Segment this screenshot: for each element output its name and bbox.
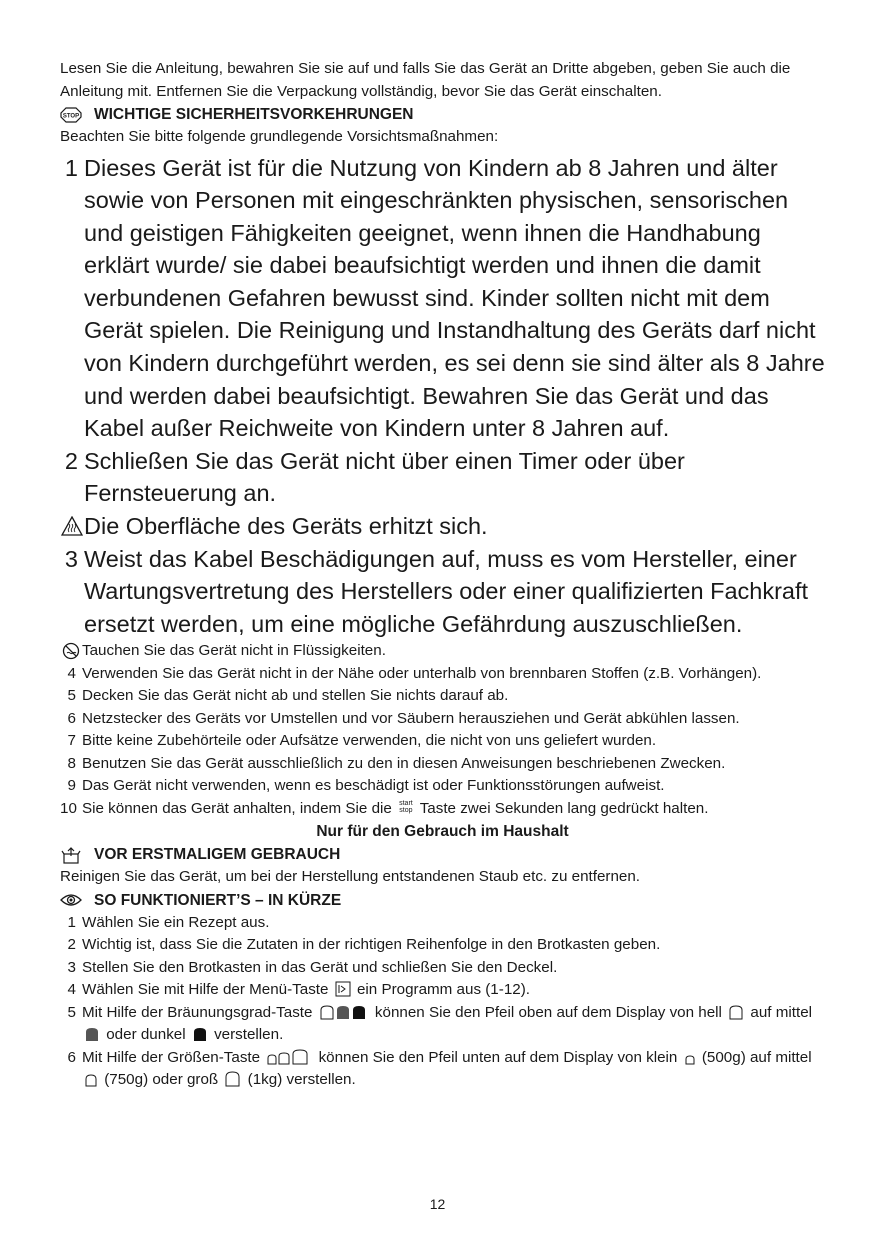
howto-title: SO FUNKTIONIERT’S – IN KÜRZE	[94, 891, 342, 909]
item-text: Benutzen Sie das Gerät ausschließlich zu den in diesen Anweisungen beschriebenen Zwecken.	[82, 754, 726, 772]
safety-list-small	[60, 640, 825, 820]
start-stop-key-icon	[399, 800, 413, 814]
item-text: Dieses Gerät ist für die Nutzung von Kindern ab 8 Jahren und älter sowie von Personen mit eingeschränkten physischen, sensorischen und geistigen Fähigkeiten geeignet, wenn ihnen die Handhabung erklärt wurde/ sie dabei beaufsichtigt werden und ihnen die damit verbundenen Gefahren bewusst sind. Kinder sollten nicht mit dem Gerät spielen. Die Reinigung und Instandhaltung des Geräts darf nicht von Kindern durchgeführt werden, es sei denn sie sind älter als 8 Jahre und werden dabei beaufsichtigt. Bewahren Sie das Gerät und das Kabel außer Reichweite von Kindern unter 8 Jahren auf.	[84, 154, 825, 442]
item-text: Schließen Sie das Gerät nicht über einen Timer oder über Fernsteuerung an.	[84, 447, 685, 507]
browning-key-icon	[319, 1004, 369, 1020]
item-text: Decken Sie das Gerät nicht ab und stellen Sie nichts darauf ab.	[82, 687, 509, 705]
step5-text-b: können Sie den Pfeil oben auf dem Display von hell	[374, 1003, 722, 1021]
first-use-title: VOR ERSTMALIGEM GEBRAUCH	[94, 846, 341, 864]
item-number: 5	[67, 687, 76, 705]
no-immerse-icon	[60, 640, 82, 662]
step6-text-b: können Sie den Pfeil unten auf dem Display von klein	[318, 1048, 678, 1066]
item-text	[82, 798, 825, 821]
item-number: 9	[67, 777, 76, 795]
step6-text-e: (1kg) verstellen.	[247, 1071, 356, 1089]
list-item	[60, 912, 825, 935]
safety-title: WICHTIGE SICHERHEITSVORKEHRUNGEN	[94, 106, 414, 123]
step4-text-pre: Wählen Sie mit Hilfe der Menü-Taste	[82, 981, 329, 999]
item-number: 5	[67, 1003, 76, 1021]
stop-label: stop	[399, 806, 413, 814]
menu-key-icon	[335, 981, 351, 997]
item-number: 7	[67, 732, 76, 750]
item-number: 2	[64, 447, 78, 474]
list-item	[60, 1002, 825, 1047]
item-text: Netzstecker des Geräts vor Umstellen und vor Säubern herausziehen und Gerät abkühlen lassen.	[82, 709, 740, 727]
bread-dark-icon	[192, 1026, 208, 1042]
no-immerse-warning	[60, 640, 825, 663]
item-text: Verwenden Sie das Gerät nicht in der Nähe oder unterhalb von brennbaren Stoffen (z.B. Vorhängen).	[82, 664, 762, 682]
item-number: 6	[67, 709, 76, 727]
safety-heading	[60, 103, 825, 126]
howto-steps	[60, 912, 825, 1092]
item-number: 1	[64, 154, 78, 181]
household-note: Nur für den Gebrauch im Haushalt	[316, 823, 569, 841]
item-number: 8	[67, 754, 76, 772]
item-text	[82, 1047, 825, 1092]
list-item	[60, 730, 825, 753]
howto-heading	[60, 889, 825, 912]
item-text	[82, 979, 825, 1002]
item-text: Bitte keine Zubehörteile oder Aufsätze verwenden, die nicht von uns geliefert wurden.	[82, 732, 657, 750]
step6-text-c: (500g) auf mittel	[701, 1048, 812, 1066]
eye-icon	[60, 891, 82, 909]
list-item	[60, 445, 825, 510]
item-number: 4	[67, 981, 76, 999]
list-item	[60, 934, 825, 957]
list-item	[60, 685, 825, 708]
step5-text-e: verstellen.	[214, 1026, 284, 1044]
item-text	[82, 1002, 825, 1047]
size-key-icon	[266, 1049, 312, 1065]
item-text: Wichtig ist, dass Sie die Zutaten in der richtigen Reihenfolge in den Brotkasten geben.	[82, 936, 661, 954]
document-page	[60, 58, 825, 1092]
list-item	[60, 152, 825, 445]
bread-light-icon	[728, 1004, 744, 1020]
loaf-large-icon	[224, 1071, 241, 1087]
safety-subtitle: Beachten Sie bitte folgende grundlegende Vorsichtsmaßnahmen:	[60, 128, 499, 145]
page-number: 12	[429, 1196, 446, 1212]
step6-text-a: Mit Hilfe der Größen-Taste	[82, 1048, 261, 1066]
item-number: 4	[67, 664, 76, 682]
bread-medium-icon	[84, 1026, 100, 1042]
step5-text-d: oder dunkel	[106, 1026, 186, 1044]
list-item	[60, 753, 825, 776]
item-text: Weist das Kabel Beschädigungen auf, muss es vom Hersteller, einer Wartungsvertretung des Herstellers oder einer qualifizierten Fachkraft ersetzt werden, um eine mögliche Gefährdung auszuschließen.	[84, 545, 809, 637]
step6-text-d: (750g) oder groß	[104, 1071, 219, 1089]
safety-list-large	[60, 152, 825, 641]
step5-text-a: Mit Hilfe der Bräunungsgrad-Taste	[82, 1003, 313, 1021]
loaf-small-icon	[684, 1051, 696, 1065]
step4-text-post: ein Programm aus (1-12).	[356, 981, 530, 999]
list-item	[60, 543, 825, 641]
item-number: 10	[60, 799, 77, 817]
hot-surface-icon	[60, 510, 84, 542]
loaf-medium-icon	[84, 1072, 98, 1087]
item-text: Wählen Sie ein Rezept aus.	[82, 913, 270, 931]
svg-text:STOP: STOP	[62, 113, 80, 119]
item-number: 3	[64, 545, 78, 572]
list-item	[60, 798, 825, 821]
item-number: 1	[67, 913, 76, 931]
stop-icon	[60, 106, 82, 124]
no-immerse-text: Tauchen Sie das Gerät nicht in Flüssigkeiten.	[82, 642, 386, 660]
intro-text: Lesen Sie die Anleitung, bewahren Sie sie auf und falls Sie das Gerät an Dritte abgeben, geben Sie auch die Anleitung mit. Entfernen Sie die Verpackung vollständig, bevor Sie das Gerät einschalten.	[60, 60, 791, 100]
item10-text-pre: Sie können das Gerät anhalten, indem Sie die	[82, 799, 392, 817]
item-text: Stellen Sie den Brotkasten in das Gerät und schließen Sie den Deckel.	[82, 958, 558, 976]
list-item	[60, 957, 825, 980]
hot-surface-warning	[60, 510, 825, 543]
item-number: 6	[67, 1048, 76, 1066]
item10-text-post: Taste zwei Sekunden lang gedrückt halten.	[419, 799, 709, 817]
item-number: 3	[67, 958, 76, 976]
list-item	[60, 663, 825, 686]
first-use-heading	[60, 843, 825, 866]
item-number: 2	[67, 936, 76, 954]
list-item	[60, 708, 825, 731]
list-item	[60, 1047, 825, 1092]
list-item	[60, 979, 825, 1002]
unpack-box-icon	[60, 846, 82, 864]
item-text: Das Gerät nicht verwenden, wenn es beschädigt ist oder Funktionsstörungen aufweist.	[82, 777, 665, 795]
hot-surface-text: Die Oberfläche des Geräts erhitzt sich.	[84, 513, 488, 540]
step5-text-c: auf mittel	[750, 1003, 813, 1021]
first-use-text: Reinigen Sie das Gerät, um bei der Herstellung entstandenen Staub etc. zu entfernen.	[60, 868, 641, 886]
list-item	[60, 775, 825, 798]
start-label: start	[399, 799, 413, 807]
